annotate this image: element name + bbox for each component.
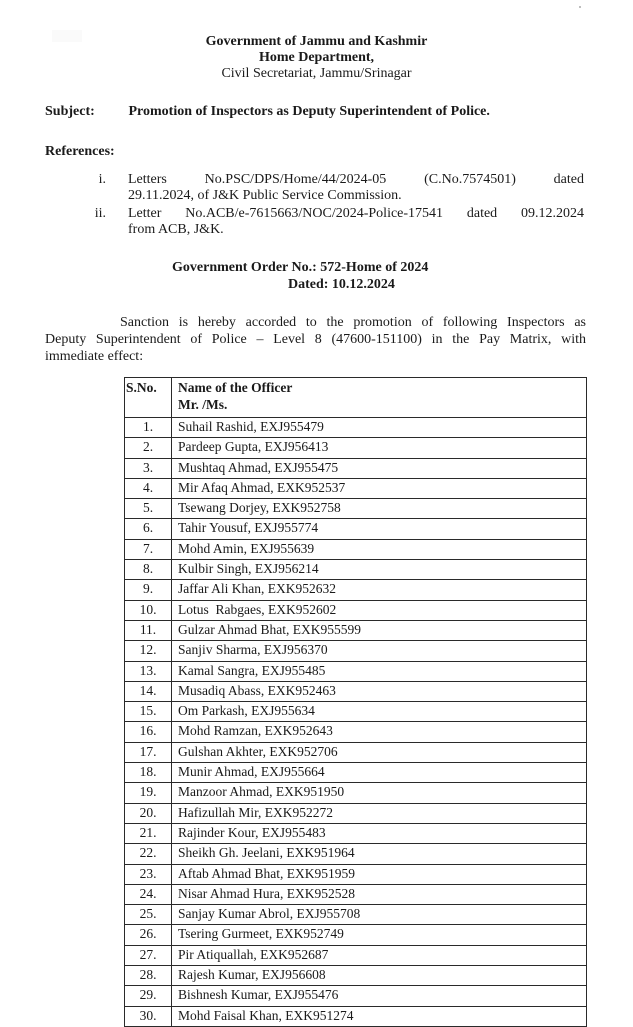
table-row [125, 580, 587, 600]
row-officer-name: Suhail Rashid, EXJ955479 [172, 418, 587, 438]
sanction-line: Deputy Superintendent of Police – Level 8 (47600-151100) in the Pay Matrix, with [45, 332, 586, 347]
row-sno: 15. [125, 702, 172, 722]
table-row [125, 478, 587, 498]
header-name-line2: Mr. /Ms. [178, 397, 228, 412]
row-officer-name: Rajesh Kumar, EXJ956608 [172, 966, 587, 986]
table-row [125, 986, 587, 1006]
row-sno: 26. [125, 925, 172, 945]
table-row [125, 905, 587, 925]
row-officer-name: Kulbir Singh, EXJ956214 [172, 560, 587, 580]
row-sno: 22. [125, 844, 172, 864]
reference-number: i. [98, 172, 106, 187]
row-officer-name: Gulshan Akhter, EXK952706 [172, 742, 587, 762]
table-row [125, 681, 587, 701]
row-officer-name: Tsering Gurmeet, EXK952749 [172, 925, 587, 945]
letterhead [0, 34, 633, 82]
row-officer-name: Sheikh Gh. Jeelani, EXK951964 [172, 844, 587, 864]
row-sno: 19. [125, 783, 172, 803]
row-officer-name: Pir Atiquallah, EXK952687 [172, 945, 587, 965]
subject [45, 104, 490, 120]
row-officer-name: Kamal Sangra, EXJ955485 [172, 661, 587, 681]
reference-item [72, 206, 584, 238]
table-row [125, 539, 587, 559]
row-sno: 29. [125, 986, 172, 1006]
reference-number: ii. [94, 206, 106, 221]
row-officer-name: Mohd Ramzan, EXK952643 [172, 722, 587, 742]
sanction-line: immediate effect: [45, 349, 144, 364]
row-sno: 24. [125, 884, 172, 904]
row-sno: 7. [125, 539, 172, 559]
row-officer-name: Rajinder Kour, EXJ955483 [172, 823, 587, 843]
row-officer-name: Tsewang Dorjey, EXK952758 [172, 499, 587, 519]
reference-line: Letter No.ACB/e-7615663/NOC/2024-Police-17541 dated 09.12.2024 [128, 206, 584, 221]
row-sno: 28. [125, 966, 172, 986]
sanction-paragraph [45, 314, 586, 365]
row-sno: 10. [125, 600, 172, 620]
row-sno: 20. [125, 803, 172, 823]
sanction-line: Sanction is hereby accorded to the promotion of following Inspectors as [120, 315, 586, 330]
scan-speck [579, 6, 581, 8]
letterhead-department: Home Department, [258, 50, 375, 65]
table-row [125, 620, 587, 640]
row-sno: 18. [125, 763, 172, 783]
row-officer-name: Mohd Faisal Khan, EXK951274 [172, 1006, 587, 1026]
references-label: References: [45, 144, 115, 159]
row-sno: 14. [125, 681, 172, 701]
table-row [125, 560, 587, 580]
row-officer-name: Om Parkash, EXJ955634 [172, 702, 587, 722]
table-row [125, 925, 587, 945]
row-sno: 2. [125, 438, 172, 458]
row-sno: 21. [125, 823, 172, 843]
table-row [125, 844, 587, 864]
table-row [125, 418, 587, 438]
row-officer-name: Jaffar Ali Khan, EXK952632 [172, 580, 587, 600]
row-officer-name: Mir Afaq Ahmad, EXK952537 [172, 478, 587, 498]
table-row [125, 702, 587, 722]
references-list [72, 172, 584, 240]
officers-table [124, 377, 587, 1027]
row-officer-name: Musadiq Abass, EXK952463 [172, 681, 587, 701]
table-row [125, 600, 587, 620]
order-date: Dated: 10.12.2024 [288, 277, 395, 292]
row-officer-name: Bishnesh Kumar, EXJ955476 [172, 986, 587, 1006]
table-row [125, 966, 587, 986]
row-sno: 23. [125, 864, 172, 884]
row-officer-name: Aftab Ahmad Bhat, EXK951959 [172, 864, 587, 884]
row-sno: 8. [125, 560, 172, 580]
row-officer-name: Munir Ahmad, EXJ955664 [172, 763, 587, 783]
row-sno: 25. [125, 905, 172, 925]
row-sno: 1. [125, 418, 172, 438]
row-sno: 4. [125, 478, 172, 498]
order-number: Government Order No.: 572-Home of 2024 [172, 260, 429, 275]
table-row [125, 1006, 587, 1026]
row-sno: 11. [125, 620, 172, 640]
row-officer-name: Mushtaq Ahmad, EXJ955475 [172, 458, 587, 478]
table-row [125, 763, 587, 783]
table-row [125, 438, 587, 458]
letterhead-address: Civil Secretariat, Jammu/Srinagar [221, 66, 412, 81]
row-officer-name: Sanjay Kumar Abrol, EXJ955708 [172, 905, 587, 925]
row-sno: 27. [125, 945, 172, 965]
row-sno: 16. [125, 722, 172, 742]
row-sno: 17. [125, 742, 172, 762]
table-row [125, 458, 587, 478]
table-body [125, 418, 587, 1027]
table-row [125, 864, 587, 884]
table-row [125, 742, 587, 762]
subject-label: Subject: [45, 104, 95, 119]
row-officer-name: Mohd Amin, EXJ955639 [172, 539, 587, 559]
reference-line: Letters No.PSC/DPS/Home/44/2024-05 (C.No.7574501) dated [128, 172, 584, 187]
table-row [125, 945, 587, 965]
table-row [125, 722, 587, 742]
subject-text: Promotion of Inspectors as Deputy Superintendent of Police. [128, 104, 490, 119]
row-sno: 3. [125, 458, 172, 478]
table-header-row [125, 378, 587, 418]
row-sno: 30. [125, 1006, 172, 1026]
header-name [172, 378, 587, 418]
reference-line: from ACB, J&K. [128, 222, 224, 237]
row-officer-name: Pardeep Gupta, EXJ956413 [172, 438, 587, 458]
row-officer-name: Tahir Yousuf, EXJ955774 [172, 519, 587, 539]
row-sno: 9. [125, 580, 172, 600]
reference-item [72, 172, 584, 204]
table-row [125, 519, 587, 539]
row-officer-name: Nisar Ahmad Hura, EXK952528 [172, 884, 587, 904]
row-officer-name: Hafizullah Mir, EXK952272 [172, 803, 587, 823]
table-row [125, 803, 587, 823]
row-sno: 5. [125, 499, 172, 519]
table-row [125, 823, 587, 843]
header-name-line1: Name of the Officer [178, 380, 293, 395]
order-heading [0, 259, 633, 293]
row-sno: 12. [125, 641, 172, 661]
row-sno: 6. [125, 519, 172, 539]
letterhead-government: Government of Jammu and Kashmir [205, 34, 428, 49]
row-officer-name: Manzoor Ahmad, EXK951950 [172, 783, 587, 803]
table-row [125, 783, 587, 803]
table-row [125, 661, 587, 681]
row-officer-name: Gulzar Ahmad Bhat, EXK955599 [172, 620, 587, 640]
row-sno: 13. [125, 661, 172, 681]
table-row [125, 641, 587, 661]
table-row [125, 499, 587, 519]
row-officer-name: Sanjiv Sharma, EXJ956370 [172, 641, 587, 661]
table-row [125, 884, 587, 904]
header-sno: S.No. [125, 378, 172, 418]
reference-line: 29.11.2024, of J&K Public Service Commission. [128, 188, 402, 203]
row-officer-name: Lotus Rabgaes, EXK952602 [172, 600, 587, 620]
